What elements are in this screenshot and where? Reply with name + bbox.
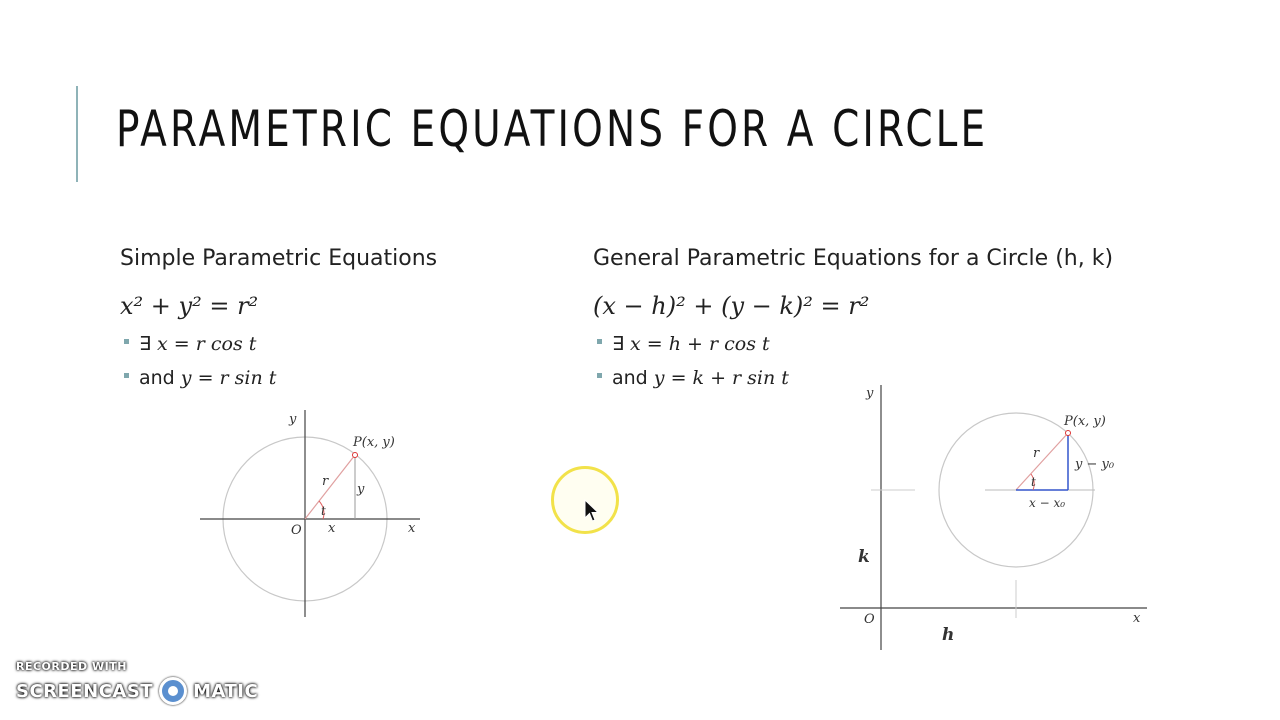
bullet-math: x = r cos t — [157, 333, 257, 355]
watermark-left-word: SCREENCAST — [16, 680, 154, 702]
right-equation: (x − h)² + (y − k)² = r² — [593, 292, 870, 320]
screencast-logo-icon — [159, 677, 187, 705]
h-label: h — [942, 625, 955, 645]
left-bullet-1 — [124, 333, 256, 355]
radius-line — [1016, 433, 1068, 490]
point-p — [353, 453, 358, 458]
mouse-pointer-icon — [584, 499, 600, 523]
watermark-right-word: MATIC — [193, 680, 259, 702]
left-bullet-2 — [124, 367, 276, 389]
bullet-math: x = h + r cos t — [630, 333, 770, 355]
title-accent-bar — [76, 86, 78, 182]
angle-label: t — [1031, 475, 1036, 489]
radius-label: r — [1033, 446, 1040, 461]
point-label: P(x, y) — [1064, 414, 1106, 429]
y-axis-label: y — [866, 386, 874, 401]
bullet-prefix: ∃ — [139, 333, 158, 355]
bullet-marker — [124, 339, 129, 344]
leg-x-label: x − x₀ — [1029, 496, 1066, 510]
bullet-prefix: and — [612, 367, 654, 389]
unit-circle-figure — [195, 405, 430, 625]
right-heading: General Parametric Equations for a Circle (h, k) — [593, 246, 1114, 271]
right-bullet-1 — [597, 333, 770, 355]
bullet-prefix: ∃ — [612, 333, 631, 355]
y-axis-label: y — [289, 412, 297, 427]
slide-title: PARAMETRIC EQUATIONS FOR A CIRCLE — [116, 100, 989, 158]
radius-label: r — [322, 474, 329, 489]
right-bullet-2 — [597, 367, 789, 389]
bullet-marker — [597, 339, 602, 344]
watermark-brand — [16, 677, 258, 705]
angle-label: t — [321, 504, 326, 518]
radius-line — [305, 455, 355, 519]
left-equation: x² + y² = r² — [120, 292, 259, 320]
bullet-marker — [597, 373, 602, 378]
bullet-prefix: and — [139, 367, 181, 389]
general-circle-figure — [835, 380, 1155, 655]
leg-y-label: y — [357, 482, 365, 497]
bullet-marker — [124, 373, 129, 378]
point-p — [1066, 431, 1071, 436]
x-axis-label: x — [408, 521, 416, 536]
left-heading: Simple Parametric Equations — [120, 246, 438, 271]
origin-label: O — [291, 523, 302, 538]
point-label: P(x, y) — [353, 435, 395, 450]
leg-x-label: x — [328, 521, 336, 536]
watermark-recorded-with: RECORDED WITH — [16, 660, 127, 673]
origin-label: O — [864, 612, 875, 627]
screencast-watermark — [16, 660, 258, 705]
bullet-math: y = k + r sin t — [653, 367, 789, 389]
x-axis-label: x — [1133, 611, 1141, 626]
k-label: k — [858, 547, 870, 567]
leg-y-label: y − y₀ — [1075, 457, 1115, 472]
bullet-math: y = r sin t — [180, 367, 277, 389]
